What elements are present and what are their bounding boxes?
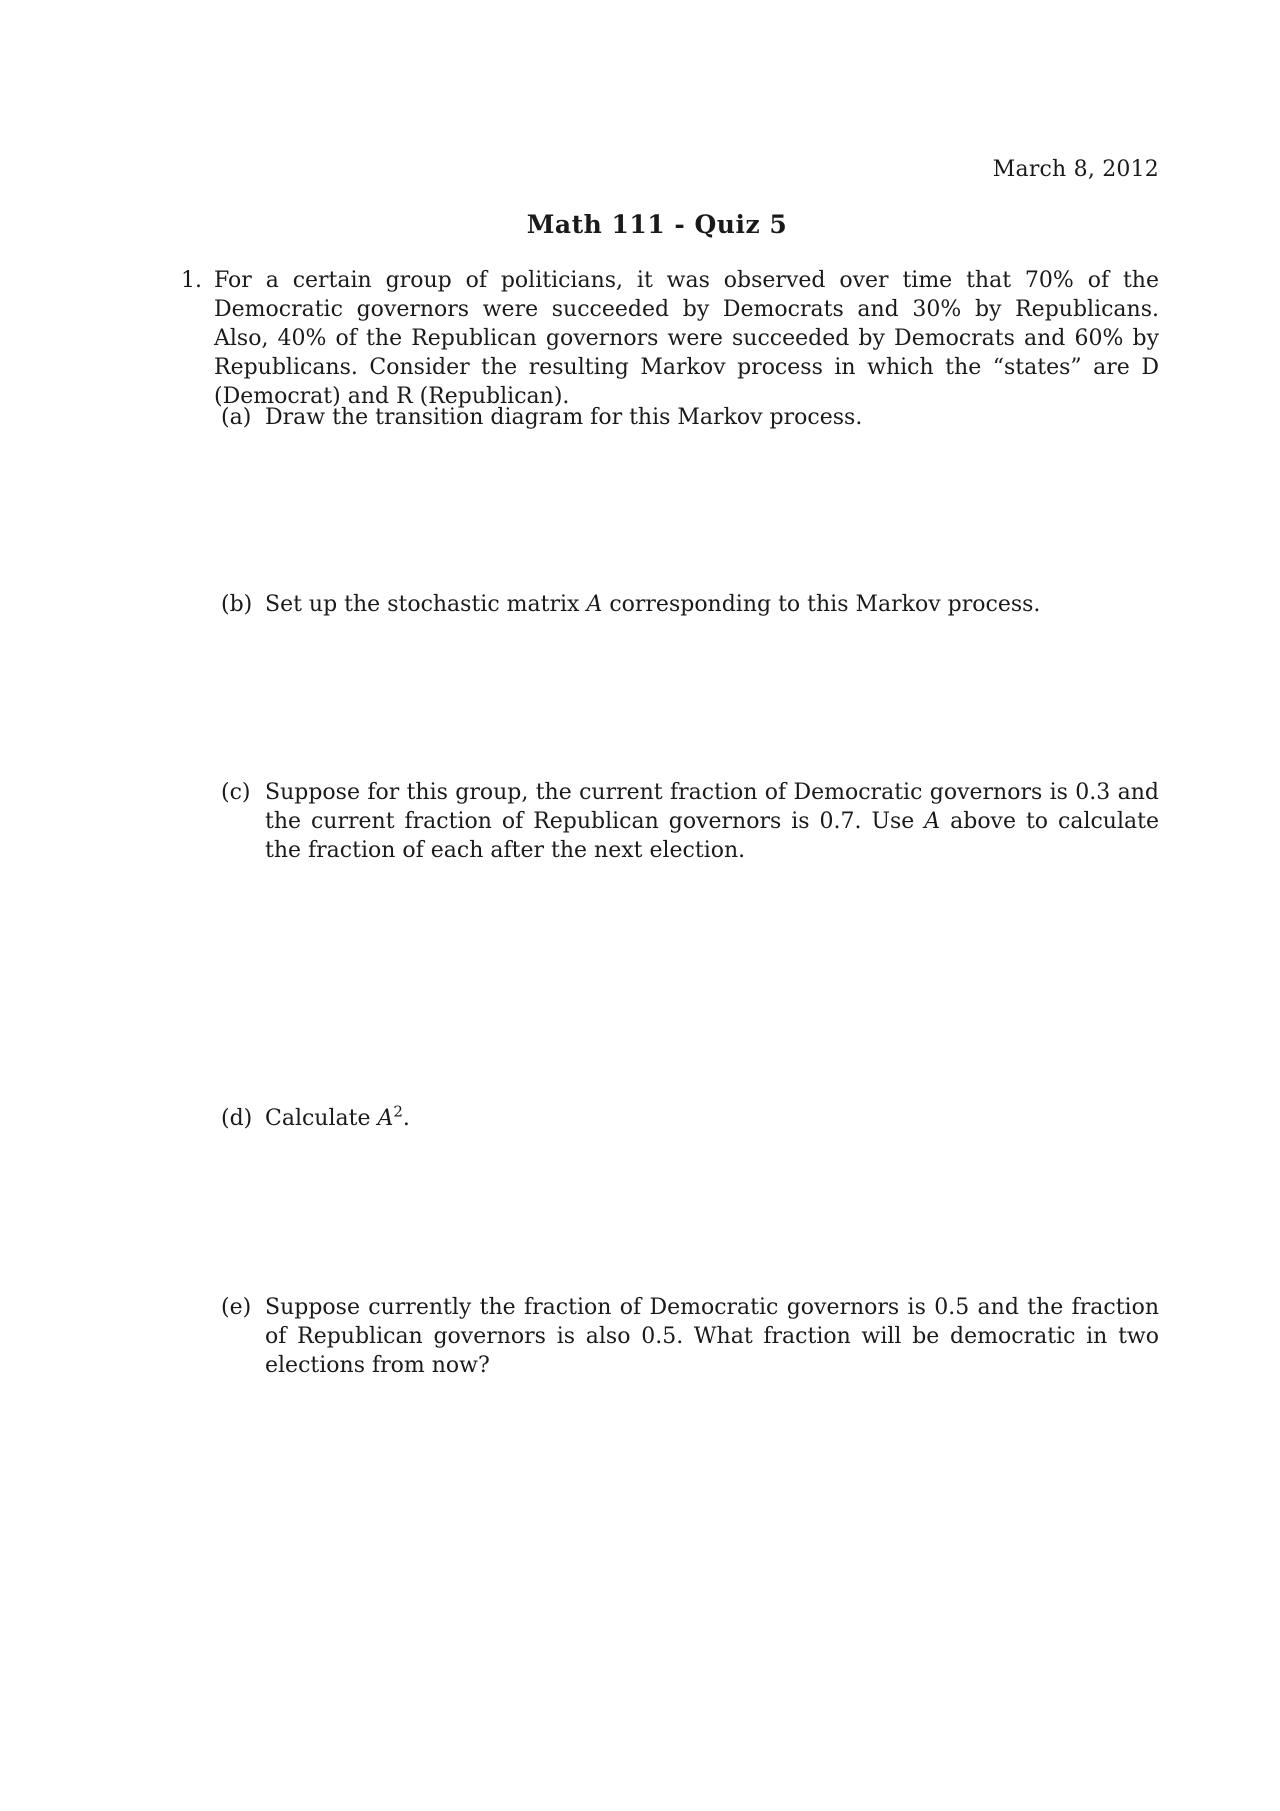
- part-c-text-after: above to calculate the fraction of each after the next election.: [265, 809, 1159, 863]
- part-c-label: (c): [221, 780, 251, 805]
- part-a: [221, 403, 1159, 432]
- problem-text: For a certain group of politicians, it was observed over time that 70% of the Democratic governors were succeeded by Democrats and 30% by Republicans. Also, 40% of the Republican governors were succeeded by Democrats and 60% by Republicans. Consider the resulting Markov process in which the “states” are D (Democrat) and R (Republican).: [214, 268, 1159, 409]
- part-e: [221, 1293, 1159, 1380]
- quiz-date: March 8, 2012: [992, 157, 1159, 182]
- part-b-label: (b): [221, 592, 253, 617]
- part-e-text: Suppose currently the fraction of Democratic governors is 0.5 and the fraction of Republican governors is also 0.5. What fraction will be democratic in two elections from now?: [265, 1295, 1159, 1378]
- matrix-variable: A: [924, 809, 941, 834]
- page-title: Math 111 - Quiz 5: [526, 210, 788, 239]
- part-b: [221, 590, 1159, 619]
- part-d-text: [265, 1104, 1159, 1133]
- matrix-exponent: 2: [393, 1102, 403, 1121]
- part-c-text-before: Suppose for this group, the current fraction of Democratic governors is 0.3 and the current fraction of Republican governors is 0.7. Use: [265, 780, 1159, 834]
- part-a-text: Draw the transition diagram for this Markov process.: [265, 405, 863, 430]
- part-b-text-after: corresponding to this Markov process.: [602, 592, 1041, 617]
- part-b-text-before: Set up the stochastic matrix: [265, 592, 587, 617]
- part-d: [221, 1104, 1159, 1133]
- problem-number: 1.: [181, 268, 202, 293]
- part-d-text-before: Calculate: [265, 1106, 378, 1131]
- part-c: [221, 778, 1159, 865]
- part-a-label: (a): [221, 405, 252, 430]
- part-c-text: [265, 778, 1159, 865]
- matrix-variable: A: [377, 1106, 394, 1131]
- part-b-text: [265, 590, 1159, 619]
- problem-1: [181, 266, 1159, 411]
- matrix-variable: A: [586, 592, 603, 617]
- part-d-label: (d): [221, 1106, 253, 1131]
- part-d-text-after: .: [402, 1106, 410, 1131]
- part-e-label: (e): [221, 1295, 252, 1320]
